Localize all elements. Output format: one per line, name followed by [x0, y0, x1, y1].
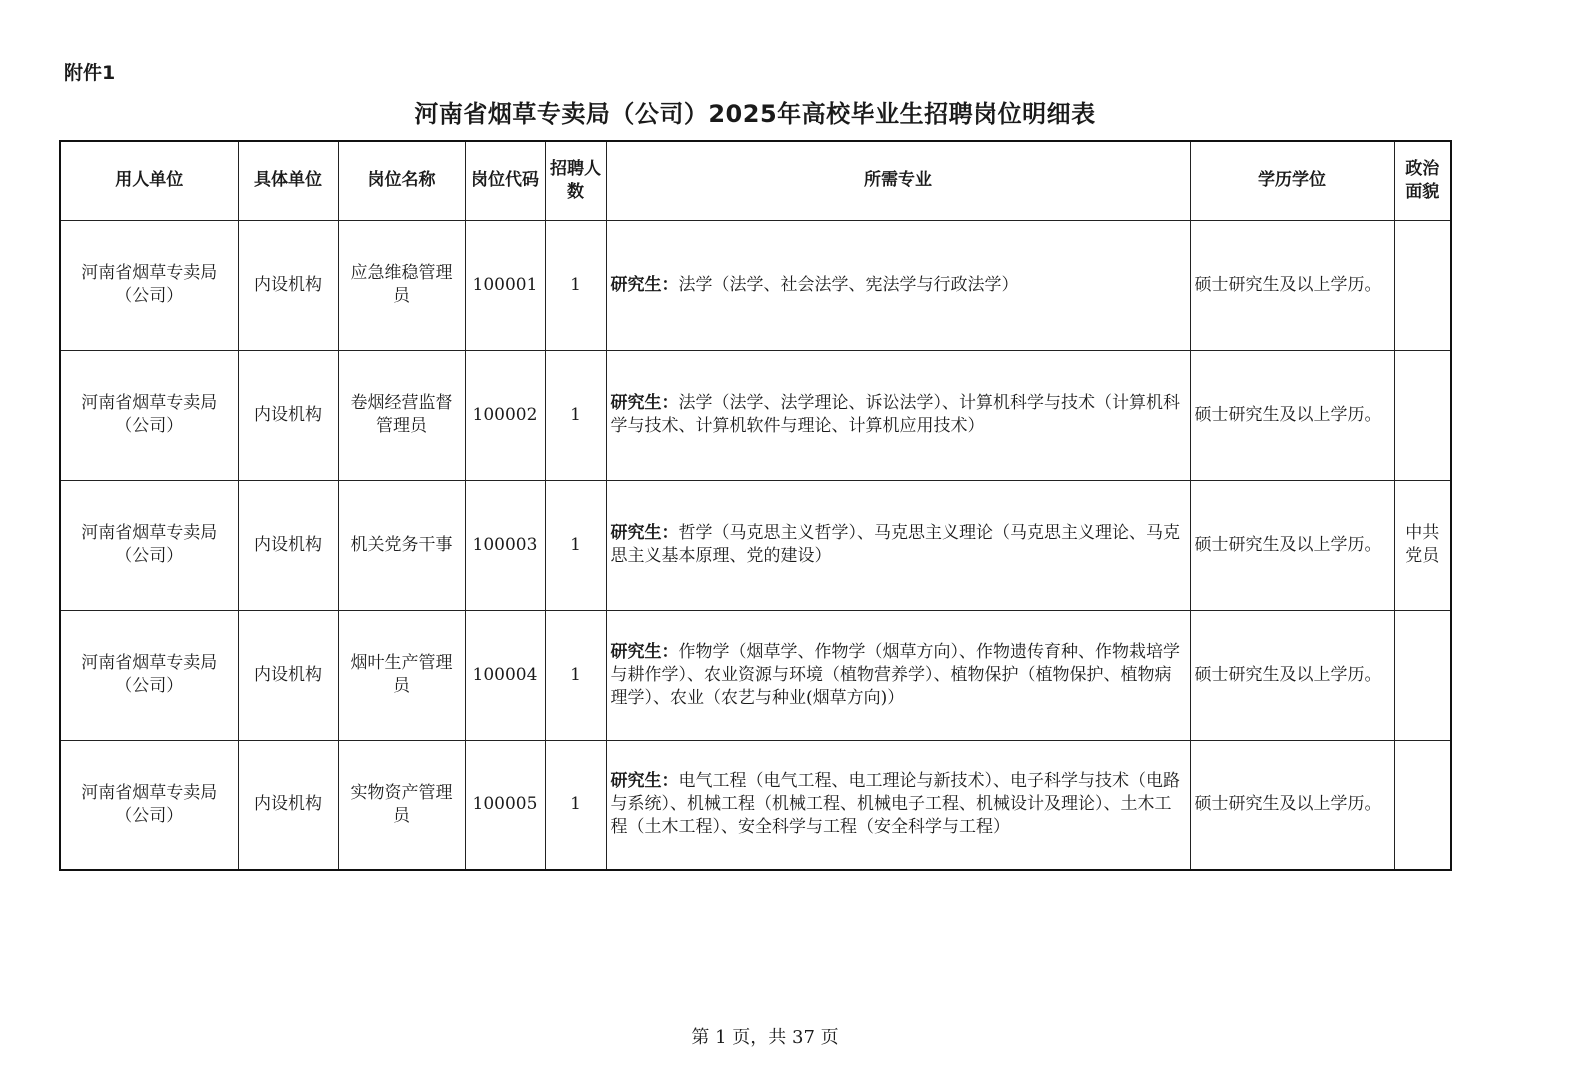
header-major: 所需专业 [606, 141, 1190, 220]
table-row [60, 480, 1451, 610]
table-row [60, 220, 1451, 350]
cell-code: 100003 [465, 480, 545, 610]
cell-count: 1 [545, 610, 606, 740]
cell-political [1394, 610, 1451, 740]
header-education: 学历学位 [1190, 141, 1394, 220]
cell-political [1394, 350, 1451, 480]
cell-employer: 河南省烟草专卖局（公司） [60, 610, 238, 740]
cell-political [1394, 220, 1451, 350]
cell-major [606, 740, 1190, 870]
table-row [60, 350, 1451, 480]
major-label: 研究生： [610, 393, 679, 413]
header-political: 政治面貌 [1394, 141, 1451, 220]
cell-education: 硕士研究生及以上学历。 [1190, 350, 1394, 480]
cell-major [606, 480, 1190, 610]
cell-employer: 河南省烟草专卖局（公司） [60, 740, 238, 870]
header-position: 岗位名称 [338, 141, 465, 220]
cell-major [606, 350, 1190, 480]
cell-position: 机关党务干事 [338, 480, 465, 610]
major-label: 研究生： [610, 274, 679, 295]
cell-unit: 内设机构 [238, 220, 338, 350]
attachment-label: 附件1 [64, 62, 116, 84]
cell-political [1394, 740, 1451, 870]
cell-unit: 内设机构 [238, 740, 338, 870]
cell-code: 100005 [465, 740, 545, 870]
cell-education: 硕士研究生及以上学历。 [1190, 610, 1394, 740]
header-employer: 用人单位 [60, 141, 238, 220]
major-text: 哲学（马克思主义哲学）、马克思主义理论（马克思主义理论、马克思主义基本原理、党的建设） [610, 523, 1180, 566]
cell-count: 1 [545, 740, 606, 870]
cell-code: 100001 [465, 220, 545, 350]
cell-employer: 河南省烟草专卖局（公司） [60, 350, 238, 480]
header-row [60, 141, 1451, 220]
cell-position: 实物资产管理员 [338, 740, 465, 870]
cell-position: 应急维稳管理员 [338, 220, 465, 350]
cell-education: 硕士研究生及以上学历。 [1190, 740, 1394, 870]
cell-education: 硕士研究生及以上学历。 [1190, 480, 1394, 610]
major-label: 研究生： [610, 771, 679, 792]
cell-unit: 内设机构 [238, 350, 338, 480]
major-text: 法学（法学、社会法学、宪法学与行政法学） [678, 274, 1019, 295]
cell-education: 硕士研究生及以上学历。 [1190, 220, 1394, 350]
cell-unit: 内设机构 [238, 480, 338, 610]
cell-major [606, 220, 1190, 350]
cell-political: 中共党员 [1394, 480, 1451, 610]
positions-table [59, 140, 1452, 871]
page-title: 河南省烟草专卖局（公司）2025年高校毕业生招聘岗位明细表 [414, 100, 1096, 128]
cell-major [606, 610, 1190, 740]
major-label: 研究生： [610, 523, 679, 543]
header-unit: 具体单位 [238, 141, 338, 220]
major-text: 电气工程（电气工程、电工理论与新技术）、电子科学与技术（电路与系统）、机械工程（机械工程、机械电子工程、机械设计及理论）、土木工程（土木工程）、安全科学与工程（安全科学与工程） [610, 771, 1180, 838]
cell-employer: 河南省烟草专卖局（公司） [60, 220, 238, 350]
cell-count: 1 [545, 220, 606, 350]
header-code: 岗位代码 [465, 141, 545, 220]
cell-count: 1 [545, 350, 606, 480]
cell-code: 100004 [465, 610, 545, 740]
cell-unit: 内设机构 [238, 610, 338, 740]
table-row [60, 740, 1451, 870]
cell-position: 卷烟经营监督管理员 [338, 350, 465, 480]
cell-count: 1 [545, 480, 606, 610]
major-text: 法学（法学、法学理论、诉讼法学）、计算机科学与技术（计算机科学与技术、计算机软件与理论、计算机应用技术） [610, 393, 1180, 436]
page-number: 第 1 页，共 37 页 [691, 1027, 839, 1048]
cell-employer: 河南省烟草专卖局（公司） [60, 480, 238, 610]
cell-position: 烟叶生产管理员 [338, 610, 465, 740]
major-label: 研究生： [610, 641, 679, 662]
header-count: 招聘人数 [545, 141, 606, 220]
table-row [60, 610, 1451, 740]
major-text: 作物学（烟草学、作物学（烟草方向）、作物遗传育种、作物栽培学与耕作学）、农业资源与环境（植物营养学）、植物保护（植物保护、植物病理学）、农业（农艺与种业(烟草方向)） [610, 641, 1180, 708]
cell-code: 100002 [465, 350, 545, 480]
